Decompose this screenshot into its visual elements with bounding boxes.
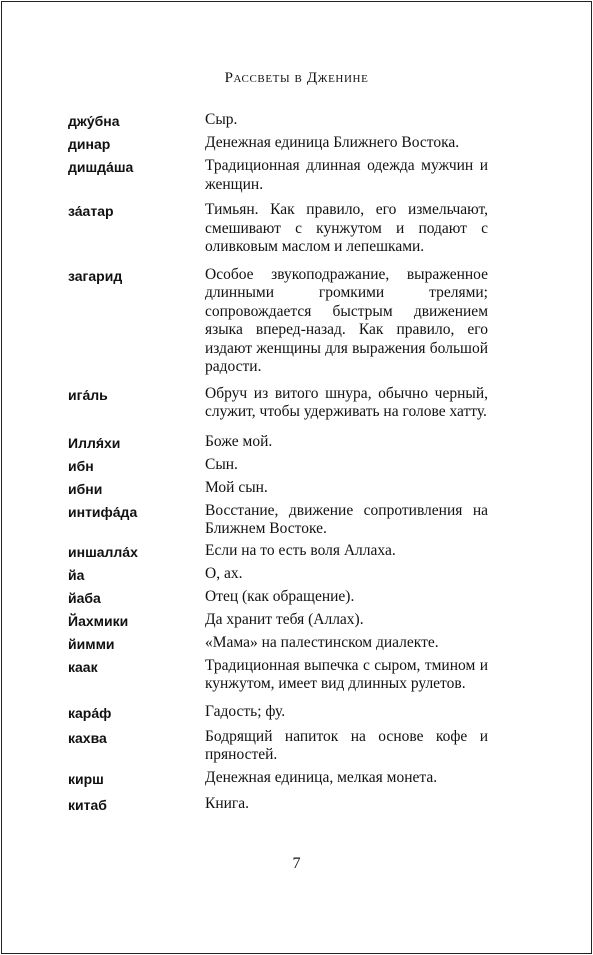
entry-definition: «Мама» на палестинском диалекте. <box>205 633 439 651</box>
entry-term: интифа́да <box>68 503 138 520</box>
glossary-entry <box>68 479 488 499</box>
glossary-entry <box>68 588 488 608</box>
entry-term: йаба <box>68 589 101 606</box>
entry-definition: Книга. <box>205 794 250 812</box>
entry-term: дишда́ша <box>68 159 134 175</box>
glossary-entry <box>68 157 488 194</box>
entry-term: кара́ф <box>68 704 112 721</box>
entry-term: Илля́хи <box>68 434 121 451</box>
entry-term: за́атар <box>68 203 114 219</box>
glossary-entry <box>68 266 488 377</box>
entry-term: джу́бна <box>68 113 120 129</box>
glossary-entry <box>68 385 488 422</box>
entry-definition: Бодрящий напиток на основе кофе и пряностей. <box>205 727 488 763</box>
entry-term: ибни <box>68 480 103 497</box>
entry-definition: Денежная единица Ближнего Востока. <box>205 134 460 151</box>
entry-term: кирш <box>68 770 104 787</box>
entry-term: ибн <box>68 457 94 474</box>
glossary-entry <box>68 502 488 539</box>
glossary-entry <box>68 795 488 815</box>
glossary-entry <box>68 456 488 476</box>
entry-definition: Сын. <box>205 455 238 473</box>
entry-term: йа <box>68 566 85 583</box>
glossary-entry <box>68 134 488 154</box>
page-number: 7 <box>292 855 301 872</box>
entry-definition: О, ах. <box>205 564 243 582</box>
glossary-entry <box>68 657 488 694</box>
entry-term: Йахмики <box>68 612 129 629</box>
entry-term: иншалла́х <box>68 543 138 560</box>
entry-definition: Тимьян. Как правило, его измельчают, смешивают с кунжутом и подают с оливковым маслом и лепешками. <box>205 201 488 255</box>
entry-definition: Обруч из витого шнура, обычно черный, служит, чтобы удерживать на голове хатту. <box>205 384 488 420</box>
glossary-entry <box>68 728 488 765</box>
entry-term: динар <box>68 136 111 152</box>
glossary <box>68 111 488 815</box>
glossary-entry <box>68 433 488 453</box>
glossary-entry <box>68 611 488 631</box>
entry-definition: Восстание, движение сопротивления на Ближнем Востоке. <box>205 501 488 537</box>
entry-definition: Гадость; фу. <box>205 702 286 720</box>
entry-definition: Мой сын. <box>205 478 268 496</box>
entry-term: китаб <box>68 796 107 813</box>
entry-definition: Если на то есть воля Аллаха. <box>205 541 396 559</box>
glossary-entry <box>68 703 488 723</box>
glossary-entry <box>68 201 488 257</box>
entry-definition: Традиционная длинная одежда мужчин и женщин. <box>205 157 488 193</box>
glossary-entry <box>68 565 488 585</box>
entry-term: загарид <box>68 267 123 284</box>
entry-definition: Да хранит тебя (Аллах). <box>205 610 364 628</box>
entry-term: ига́ль <box>68 386 108 403</box>
entry-definition: Боже мой. <box>205 432 273 450</box>
entry-term: кахва <box>68 729 107 746</box>
entry-definition: Сыр. <box>205 111 238 128</box>
glossary-entry <box>68 111 488 131</box>
entry-definition: Традиционная выпечка с сыром, тмином и кунжутом, имеет вид длинных рулетов. <box>205 656 488 692</box>
running-header: Рассветы в Дженине <box>224 70 369 86</box>
entry-definition: Отец (как обращение). <box>205 587 355 605</box>
entry-term: каак <box>68 658 98 675</box>
entry-definition: Денежная единица, мелкая монета. <box>205 768 438 786</box>
entry-definition: Особое звукоподражание, выраженное длинными громкими трелями; сопровождается быстрым движением языка вперед-назад. Как правило, его издают женщины для выражения большой радости. <box>205 265 488 375</box>
glossary-entry <box>68 634 488 654</box>
glossary-entry <box>68 542 488 562</box>
glossary-entry <box>68 769 488 789</box>
entry-term: йимми <box>68 635 115 652</box>
